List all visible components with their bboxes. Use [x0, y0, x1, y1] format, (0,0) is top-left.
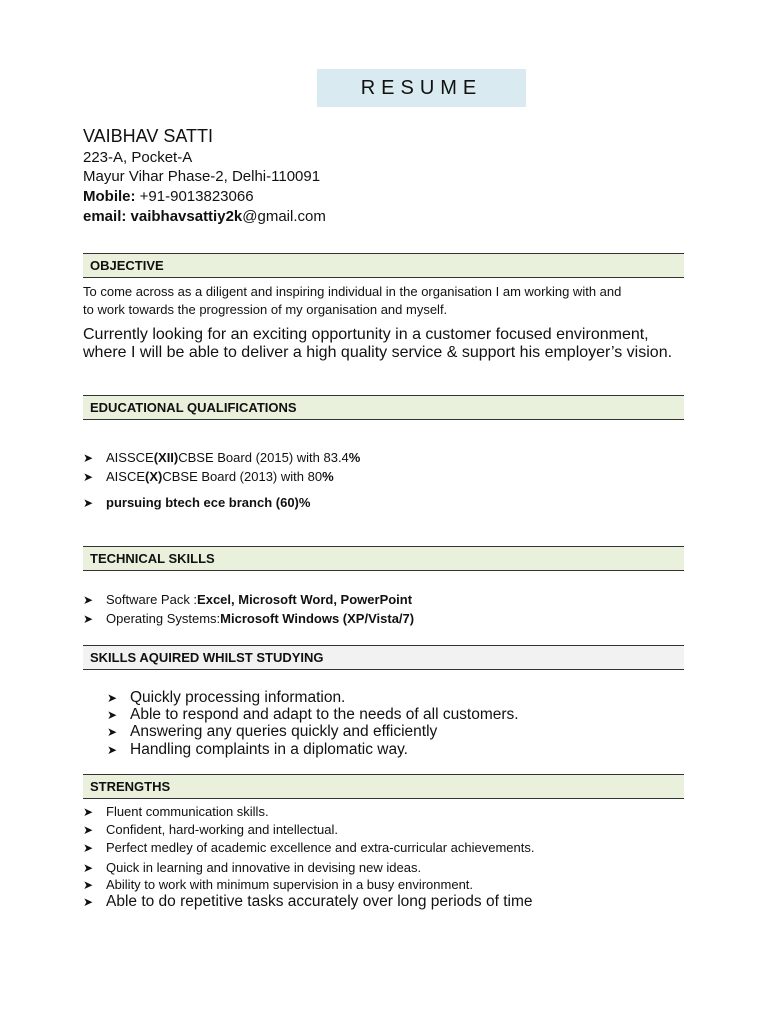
education-heading: EDUCATIONAL QUALIFICATIONS: [83, 395, 684, 420]
strength-text: Quick in learning and innovative in devising new ideas.: [106, 860, 422, 875]
edu-bold: pursuing btech ece branch (60)%: [106, 495, 311, 510]
email-label: email: vaibhavsattiy2k: [83, 208, 243, 225]
edu-bold: (XII): [153, 450, 179, 465]
skill-text: Answering any queries quickly and efficiently: [130, 723, 438, 740]
address-line-1: 223-A, Pocket-A: [83, 149, 193, 166]
list-item: [107, 723, 437, 741]
list-item: [83, 592, 412, 607]
mobile-label: Mobile:: [83, 188, 136, 205]
objective-line-1: To come across as a diligent and inspiring individual in the organisation I am working with and: [83, 284, 622, 299]
tech-value: Excel, Microsoft Word, PowerPoint: [197, 592, 413, 607]
arrow-bullet-icon: ➤: [107, 743, 118, 757]
tech-label: Operating Systems:: [106, 611, 221, 626]
tech-label: Software Pack :: [106, 592, 198, 607]
edu-bold-2: %: [348, 450, 361, 465]
edu-mid: CBSE Board (2013) with 80: [162, 469, 323, 484]
mobile-line: [83, 188, 254, 205]
list-item: [83, 450, 360, 465]
email-line: [83, 208, 326, 225]
list-item: [107, 741, 408, 759]
edu-bold: (X): [145, 469, 163, 484]
arrow-bullet-icon: ➤: [83, 895, 94, 909]
list-item: [83, 893, 532, 911]
arrow-bullet-icon: ➤: [83, 611, 94, 626]
email-value: @gmail.com: [242, 208, 326, 225]
objective-line-2: to work towards the progression of my organisation and myself.: [83, 302, 448, 317]
skills-studying-heading: SKILLS AQUIRED WHILST STUDYING: [83, 645, 684, 670]
list-item: [83, 860, 421, 875]
arrow-bullet-icon: ➤: [83, 495, 94, 510]
strength-text: Perfect medley of academic excellence and extra-curricular achievements.: [106, 840, 535, 855]
candidate-name: VAIBHAV SATTI: [83, 126, 214, 146]
tech-value: Microsoft Windows (XP/Vista/7): [220, 611, 415, 626]
arrow-bullet-icon: ➤: [83, 860, 94, 875]
strength-text: Ability to work with minimum supervision in a busy environment.: [106, 877, 474, 892]
arrow-bullet-icon: ➤: [83, 822, 94, 837]
objective-line-3: Currently looking for an exciting opportunity in a customer focused environment,: [83, 326, 649, 343]
edu-mid: CBSE Board (2015) with 83.4: [178, 450, 349, 465]
arrow-bullet-icon: ➤: [83, 592, 94, 607]
list-item: [107, 706, 519, 724]
skill-text: Handling complaints in a diplomatic way.: [130, 741, 408, 758]
objective-line-4: where I will be able to deliver a high quality service & support his employer’s vision.: [83, 344, 673, 361]
strength-text: Able to do repetitive tasks accurately over long periods of time: [106, 893, 533, 910]
arrow-bullet-icon: ➤: [83, 469, 94, 484]
list-item: [83, 495, 310, 510]
arrow-bullet-icon: ➤: [83, 804, 94, 819]
edu-pre: AISCE: [106, 469, 146, 484]
arrow-bullet-icon: ➤: [107, 725, 118, 739]
technical-heading: TECHNICAL SKILLS: [83, 546, 684, 571]
edu-pre: AISSCE: [106, 450, 154, 465]
list-item: [83, 822, 338, 837]
list-item: [83, 840, 534, 855]
strength-text: Fluent communication skills.: [106, 804, 269, 819]
list-item: [83, 877, 473, 892]
strength-text: Confident, hard-working and intellectual.: [106, 822, 338, 837]
edu-bold-2: %: [322, 469, 334, 484]
list-item: [83, 469, 334, 484]
list-item: [83, 611, 414, 626]
arrow-bullet-icon: ➤: [107, 691, 118, 705]
skill-text: Quickly processing information.: [130, 689, 346, 706]
resume-title: RESUME: [317, 69, 526, 107]
list-item: [107, 689, 345, 707]
arrow-bullet-icon: ➤: [107, 708, 118, 722]
arrow-bullet-icon: ➤: [83, 450, 94, 465]
arrow-bullet-icon: ➤: [83, 840, 94, 855]
strengths-heading: STRENGTHS: [83, 774, 684, 799]
arrow-bullet-icon: ➤: [83, 877, 94, 892]
address-line-2: Mayur Vihar Phase-2, Delhi-110091: [83, 168, 321, 185]
mobile-value: +91-9013823066: [135, 188, 254, 205]
list-item: [83, 804, 269, 819]
skill-text: Able to respond and adapt to the needs of all customers.: [130, 706, 519, 723]
objective-heading: OBJECTIVE: [83, 253, 684, 278]
